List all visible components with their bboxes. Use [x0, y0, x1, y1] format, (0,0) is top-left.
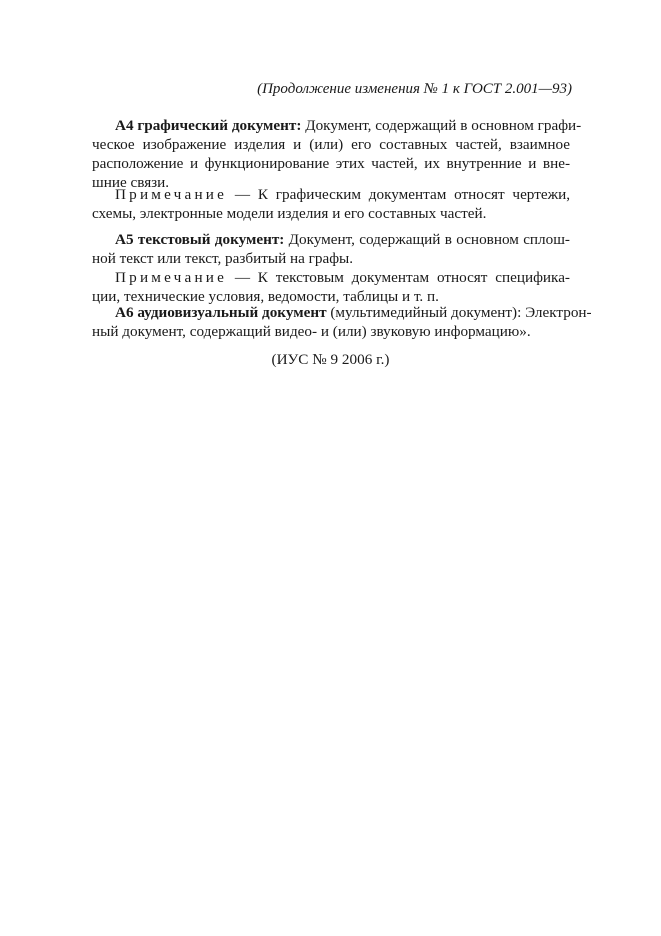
note-2-line-1	[92, 268, 570, 287]
note-1-line-1	[92, 185, 570, 204]
definition-a6-line-1	[92, 303, 592, 322]
note-2-line-2: ции, технические условия, ведомости, таблицы и т. п.	[92, 288, 439, 305]
definition-a4-line-4: шние связи.	[92, 174, 170, 191]
term-a5: А5 текстовый документ:	[115, 231, 285, 248]
source-reference: (ИУС № 9 2006 г.)	[271, 351, 390, 368]
note-2-label: Примечание	[115, 269, 228, 286]
definition-a4-text-1: Документ, содержащий в основном графи-	[301, 117, 582, 134]
note-2-text-1: — К текстовым документам относят специфика-	[227, 269, 570, 286]
definition-a4-line-1	[92, 116, 582, 135]
definition-a4-line-2: ческое изображение изделия и (или) его составных частей, взаимное	[92, 136, 570, 153]
term-a6: А6 аудиовизуальный документ	[115, 304, 327, 321]
note-1-label: Примечание	[115, 186, 228, 203]
definition-a4-line-3: расположение и функционирование этих частей, их внутренние и вне-	[92, 155, 570, 172]
term-a4: А4 графический документ:	[115, 117, 302, 134]
definition-a6-text-1: (мультимедийный документ): Электрон-	[326, 304, 592, 321]
note-1-line-2: схемы, электронные модели изделия и его составных частей.	[92, 205, 487, 222]
definition-a5-text-1: Документ, содержащий в основном сплош-	[284, 231, 570, 248]
definition-a5-line-1	[92, 230, 570, 249]
continuation-header: (Продолжение изменения № 1 к ГОСТ 2.001—93)	[257, 81, 572, 97]
definition-a6-line-2: ный документ, содержащий видео- и (или) звуковую информацию».	[92, 323, 531, 340]
definition-a5-line-2: ной текст или текст, разбитый на графы.	[92, 250, 354, 267]
note-1-text-1: — К графическим документам относят чертежи,	[227, 186, 570, 203]
